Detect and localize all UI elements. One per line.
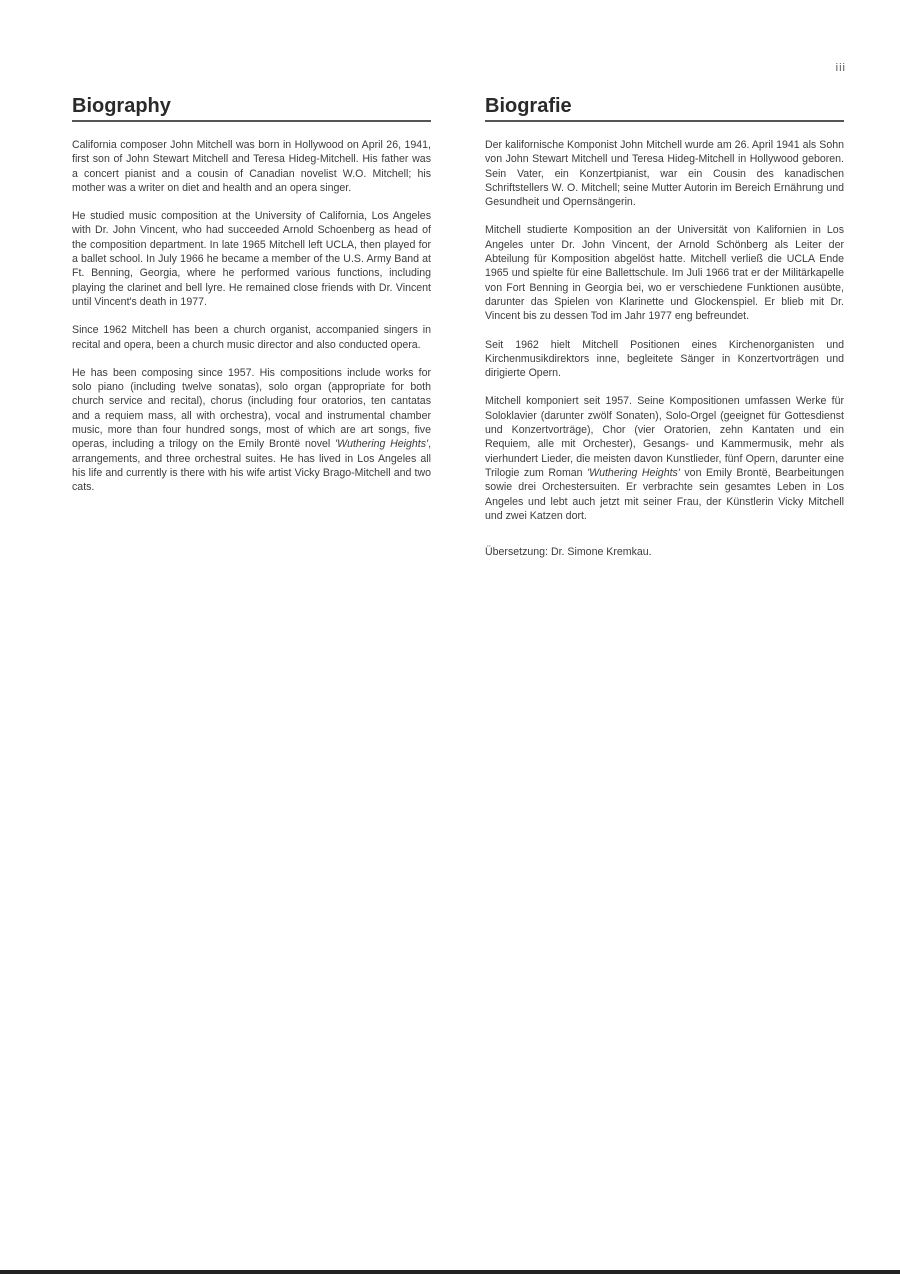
german-novel-title: 'Wuthering Heights'	[587, 466, 680, 479]
german-paragraph-2: Mitchell studierte Komposition an der Universität von Kalifornien in Los Angeles unter Dr. John Vincent, der Arnold Schönberg als Leiter der Abteilung für Komposition abgelöst hatte. Mitchell verließ die UCLA Ende 1965 und spielte für eine Ballettschule. Im Juli 1966 trat er der Militärkapelle von Fort Benning in Georgia bei, wo er verschiedene Funktionen ausübte, darunter das Spielen von Klarinette und Glockenspiel. Er blieb mit Dr. Vincent bis zu dessen Tod im Jahr 1977 eng befreundet.	[485, 224, 844, 323]
german-heading: Biografie	[485, 95, 572, 117]
translator-credit: Übersetzung: Dr. Simone Kremkau.	[485, 546, 652, 559]
english-heading-rule	[72, 120, 431, 122]
german-biography-column	[485, 94, 844, 559]
german-paragraph-4-text-b: von Emily Brontë, Bearbeitungen sowie drei Orchestersuiten. Er verbrachte sein gesamtes Leben in Los Angeles und lebt auch jetzt mit seiner Frau, der Künstlerin Vicky Mitchell und zwei Katzen dort.	[485, 466, 844, 522]
english-biography-column	[72, 94, 431, 509]
german-paragraph-3: Seit 1962 hielt Mitchell Positionen eines Kirchenorganisten und Kirchenmusikdirektors inne, begleitete Sänger in Konzertvorträgen und dirigierte Opern.	[485, 338, 844, 380]
english-paragraph-4	[72, 366, 431, 495]
english-heading: Biography	[72, 95, 171, 117]
german-heading-rule	[485, 120, 844, 122]
english-paragraph-2: He studied music composition at the University of California, Los Angeles with Dr. John Vincent, who had succeeded Arnold Schoenberg as head of the composition department. In late 1965 Mitchell left UCLA, then played for a ballet school. In July 1966 he became a member of the U.S. Army Band at Ft. Benning, Georgia, where he performed various functions, including playing the clarinet and bell lyre. He remained close friends with Dr. Vincent until Vincent's death in 1977.	[72, 210, 431, 308]
german-paragraph-4-text-a: Mitchell komponiert seit 1957. Seine Kompositionen umfassen Werke für Soloklavier (darunter zwölf Sonaten), Solo-Orgel (geeignet für Gottesdienst und Konzertvorträge), Chor (vier Oratorien, zehn Kantaten und ein Requiem, alle mit Orchester), Gesangs- und Kammermusik, mehr als vierhundert Lieder, die meisten davon Kunstlieder, fünf Opern, darunter eine Trilogie zum Roman	[485, 395, 844, 479]
english-paragraph-3: Since 1962 Mitchell has been a church organist, accompanied singers in recital and opera, been a church music director and also conducted opera.	[72, 324, 431, 351]
english-novel-title: 'Wuthering Heights'	[335, 438, 429, 451]
page-number: iii	[835, 62, 846, 74]
english-paragraph-4-text-a: He has been composing since 1957. His compositions include works for solo piano (including twelve sonatas), solo organ (appropriate for both church service and recital), chorus (including four oratorios, ten cantatas and a requiem mass, all with orchestra), vocal and instrumental chamber music, more than four hundred songs, most of which are art songs, five operas, including a trilogy on the Emily Brontë novel	[72, 366, 431, 451]
page-bottom-border	[0, 1270, 900, 1274]
english-paragraph-4-text-b: , arrangements, and three orchestral suites. He has lived in Los Angeles all his life and currently is there with his wife artist Vicky Brago-Mitchell and two cats.	[72, 438, 432, 494]
english-paragraph-1: California composer John Mitchell was born in Hollywood on April 26, 1941, first son of John Stewart Mitchell and Teresa Hideg-Mitchell. His father was a concert pianist and a cousin of Canadian novelist W.O. Mitchell; his mother was a writer on diet and health and an opera singer.	[72, 139, 431, 194]
german-paragraph-1: Der kalifornische Komponist John Mitchell wurde am 26. April 1941 als Sohn von John Stewart Mitchell und Teresa Hideg-Mitchell in Hollywood geboren. Sein Vater, ein Konzertpianist, war ein Cousin des kanadischen Schriftstellers W. O. Mitchell; seine Mutter Autorin im Bereich Ernährung und Gesundheit und Opernsängerin.	[485, 139, 844, 209]
german-paragraph-4	[485, 394, 844, 523]
